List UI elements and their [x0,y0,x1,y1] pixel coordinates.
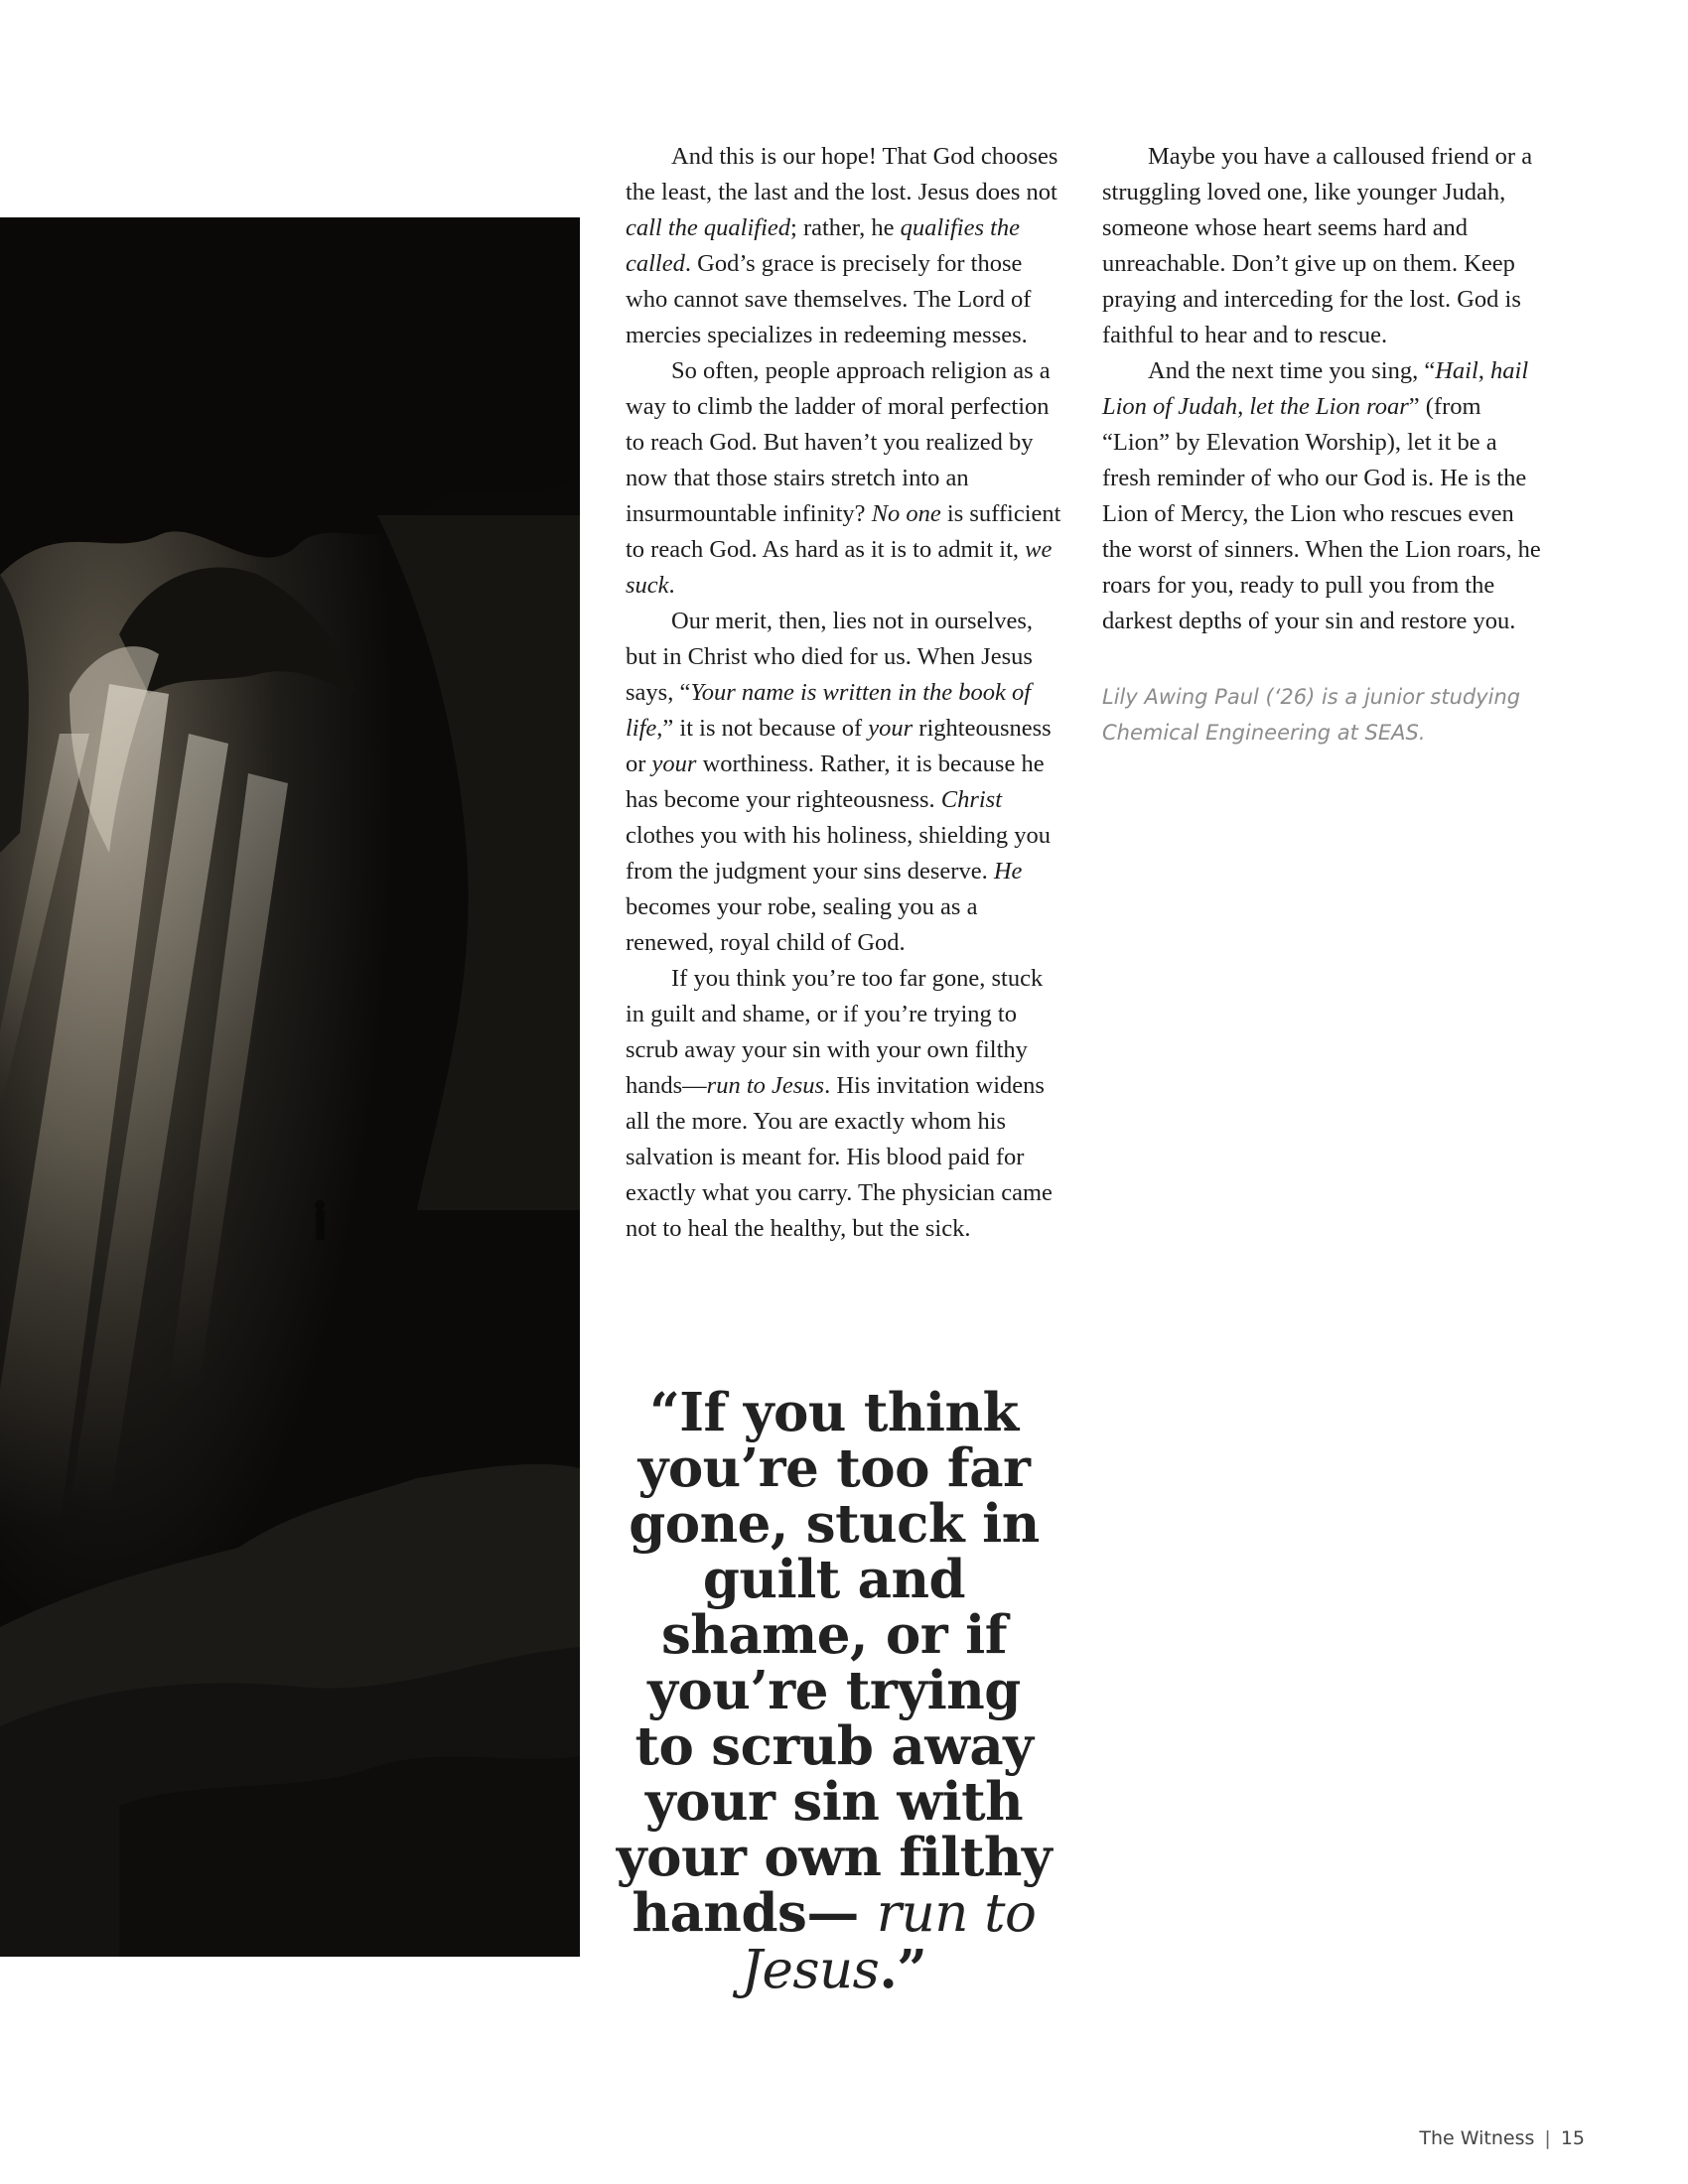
paragraph: And this is our hope! That God chooses the least, the last and the lost. Jesus does not call the qualified; rather, he qualifies the called. God’s grace is precisely for those who cannot save themselves. The Lord of mercies specializes in redeeming messes. [626,143,1058,348]
pull-quote-close: .” [879,1939,927,2000]
cave-photo [0,217,580,1957]
paragraph: Our merit, then, lies not in ourselves, but in Christ who died for us. When Jesus says, “Your name is written in the book of life,” it is not because of your righteousness or your worthiness. Rather, it is because he has become your righteousness. Christ clothes you with his holiness, shielding you from the judgment your sins deserve. He becomes your robe, sealing you as a renewed, royal child of God. [626,608,1052,956]
page-footer [1419,2127,1585,2149]
page-number: 15 [1560,2127,1585,2149]
pull-quote [616,1382,1053,2000]
cave-light-rays-photo-icon [0,217,580,1957]
article-column-2 [1102,139,1549,751]
author-bio: Lily Awing Paul (‘26) is a junior studying Chemical Engineering at SEAS. [1102,685,1521,745]
paragraph: So often, people approach religion as a way to climb the ladder of moral perfection to reach God. But haven’t you realized by now that those stairs stretch into an insurmountable infinity? No one is sufficient to reach God. As hard as it is to admit it, we suck. [626,357,1061,599]
paragraph: If you think you’re too far gone, stuck in guilt and shame, or if you’re trying to scrub away your sin with your own filthy hands—run to Jesus. His invitation widens all the more. You are exactly whom his salvation is meant for. His blood paid for exactly what you carry. The physician came not to heal the healthy, but the sick. [626,965,1053,1242]
article-column-1 [626,139,1062,1247]
paragraph: Maybe you have a calloused friend or a struggling loved one, like younger Judah, someone whose heart seems hard and unreachable. Don’t give up on them. Keep praying and interceding for the lost. God is faithful to hear and to rescue. [1102,143,1533,348]
pull-quote-text: “If you think you’re too far gone, stuck in guilt and shame, or if you’re trying to scrub away your sin with your own filthy hands— [616,1382,1053,1944]
paragraph: And the next time you sing, “Hail, hail Lion of Judah, let the Lion roar” (from “Lion” by Elevation Worship), let it be a fresh reminder of who our God is. He is the Lion of Mercy, the Lion who rescues even the worst of sinners. When the Lion roars, he roars for you, ready to pull you from the darkest depths of your sin and restore you. [1102,357,1541,634]
footer-separator: | [1544,2127,1551,2149]
pull-quote-emphasis: run to Jesus [741,1883,1037,2000]
publication-name: The Witness [1419,2127,1535,2149]
